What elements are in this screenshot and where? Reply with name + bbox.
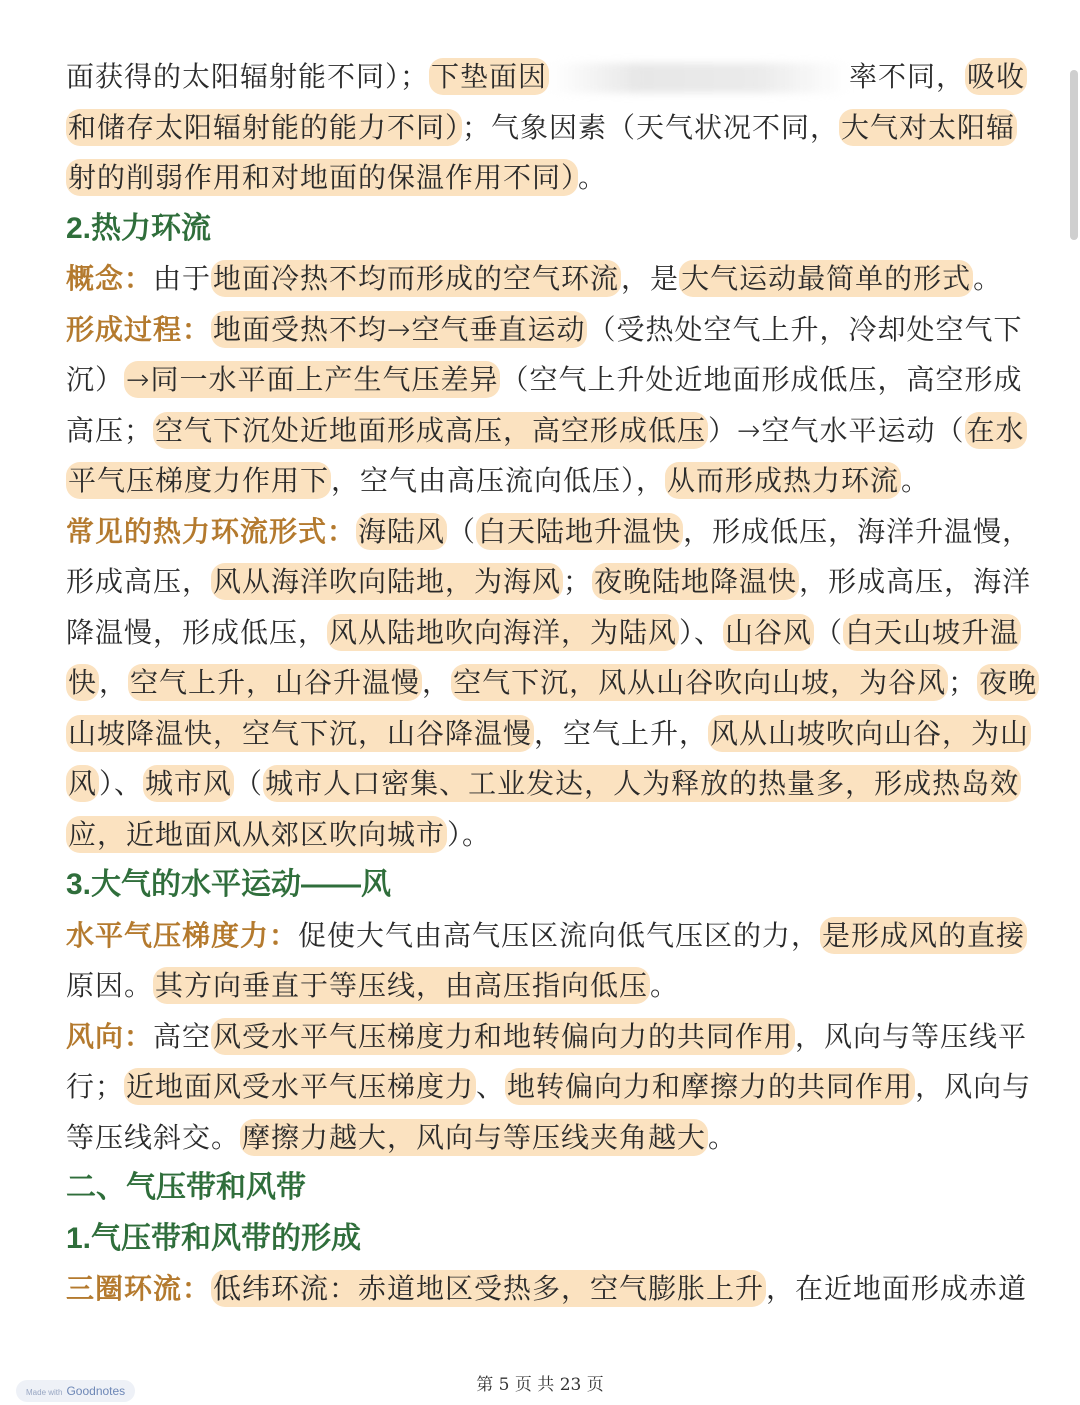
highlight: 射的削弱作用和对地面的保温作用不同） <box>68 161 577 194</box>
process-line <box>66 456 1021 507</box>
highlight: 大气对太阳辐 <box>841 110 1016 144</box>
section-heading-pressure-belts: 二、气压带和风带 <box>66 1171 306 1204</box>
highlight: 地面受热不均→空气垂直运动 <box>213 312 586 346</box>
wind-direction-line <box>66 1113 1021 1164</box>
common-forms-line <box>66 658 1038 709</box>
highlight: 是形成风的直接 <box>822 918 1026 952</box>
text: 。 <box>708 1120 738 1154</box>
text: （ <box>234 767 264 800</box>
highlight: 夜晚 <box>979 666 1038 699</box>
text: 。 <box>578 161 608 194</box>
common-forms-line <box>66 557 1032 608</box>
text: ， <box>99 666 129 699</box>
blurred-region <box>549 63 849 93</box>
section-heading-wind: 3.大气的水平运动——风 <box>66 868 392 901</box>
common-forms-line <box>66 507 1032 558</box>
pressure-gradient-line <box>66 961 1021 1012</box>
process-line <box>66 355 1021 406</box>
text: ，风向与等压线平 <box>795 1019 1028 1053</box>
highlight: 风从陆地吹向海洋，为陆风 <box>329 615 678 649</box>
text: ） <box>708 413 738 447</box>
highlight: 摩擦力越大，风向与等压线夹角越大 <box>242 1120 707 1154</box>
badge-prefix: Made with <box>26 1388 63 1397</box>
three-cell-line <box>66 1264 1028 1315</box>
text: ，空气由高压流向低压）， <box>331 464 666 497</box>
text: 。 <box>973 262 1003 295</box>
highlight: 空气下沉处近地面形成高压，高空形成低压 <box>155 413 707 447</box>
text: ；气象因素（天气状况不同， <box>462 110 840 144</box>
wind-direction-line <box>66 1012 1028 1063</box>
pressure-gradient-line <box>66 911 1026 962</box>
highlight: 空气上升，山谷升温慢 <box>130 666 421 699</box>
highlight: 下垫面因 <box>431 60 548 93</box>
text: 等压线斜交。 <box>66 1120 241 1154</box>
text: ，空气上升， <box>534 716 709 750</box>
process-line <box>66 406 1025 457</box>
text: ； <box>563 565 593 598</box>
text: 形成高压， <box>66 565 212 598</box>
text: 行； <box>66 1070 125 1103</box>
text: ，形成高压，海洋 <box>799 565 1032 598</box>
text: （ <box>447 514 477 548</box>
text: 。 <box>650 969 680 1002</box>
text: ）。 <box>447 817 492 851</box>
text: （空气上升处近地面形成低压，高空形成 <box>500 363 1023 396</box>
text: ， <box>422 666 452 699</box>
highlight: 风从山坡吹向山谷，为山 <box>710 716 1030 750</box>
highlight: 和储存太阳辐射能的能力不同） <box>68 110 461 144</box>
highlight: 风从海洋吹向陆地，为海风 <box>213 565 562 598</box>
term-label: 常见的热力环流形式： <box>66 515 357 547</box>
highlight: 近地面风受水平气压梯度力 <box>126 1070 475 1103</box>
section-heading-belt-formation: 1.气压带和风带的形成 <box>66 1221 362 1255</box>
highlight: 快 <box>68 666 98 699</box>
scrollbar[interactable] <box>1070 70 1078 240</box>
process-line <box>66 305 1021 356</box>
text: ，是 <box>621 262 680 295</box>
text-line <box>66 52 1026 103</box>
highlight: 空气下沉，风从山谷吹向山坡，为谷风 <box>453 666 947 699</box>
badge-brand: Goodnotes <box>66 1384 126 1398</box>
wind-direction-line <box>66 1062 1032 1113</box>
term-label: 概念： <box>66 263 154 294</box>
text: →空气水平运动（ <box>737 413 965 447</box>
common-forms-line <box>66 608 1021 659</box>
highlight: 风 <box>68 767 98 800</box>
highlight: 白天山坡升温 <box>845 615 1020 649</box>
highlight: 城市人口密集、工业发达，人为释放的热量多，形成热岛效 <box>265 767 1020 800</box>
highlight: 其方向垂直于等压线，由高压指向低压 <box>155 969 649 1002</box>
term-label: 形成过程： <box>66 313 212 345</box>
text: 。 <box>901 464 931 497</box>
term-label: 风向： <box>66 1020 154 1052</box>
highlight: 山谷风 <box>725 615 813 649</box>
text: ，风向与 <box>915 1070 1032 1103</box>
highlight: 山坡降温快，空气下沉，山谷降温慢 <box>68 716 533 750</box>
text: 率不同， <box>849 60 966 93</box>
highlight: 平气压梯度力作用下 <box>68 464 330 497</box>
highlight: 应，近地面风从郊区吹向城市 <box>68 817 446 851</box>
highlight: 城市风 <box>145 767 233 800</box>
text: （受热处空气上升，冷却处空气下 <box>587 312 1023 346</box>
section-heading-thermal-circulation: 2.热力环流 <box>66 211 212 245</box>
term-label: 三圈环流： <box>66 1273 212 1304</box>
highlight: →同一水平面上产生气压差异 <box>126 363 499 396</box>
text: 高压； <box>66 413 154 447</box>
highlight: 海陆风 <box>358 514 446 548</box>
highlight: 低纬环流：赤道地区受热多，空气膨胀上升 <box>213 1272 765 1305</box>
highlight: 吸收 <box>967 60 1026 93</box>
highlight: 夜晚陆地降温快 <box>594 565 798 598</box>
text: ）、 <box>679 615 724 649</box>
common-forms-line <box>66 709 1030 760</box>
text-line <box>66 153 1021 204</box>
text-line <box>66 103 1021 154</box>
text: ，形成低压，海洋升温慢， <box>683 514 1032 548</box>
highlight: 风受水平气压梯度力和地转偏向力的共同作用 <box>213 1019 794 1053</box>
text: 、 <box>476 1070 506 1103</box>
text: 促使大气由高气压区流向低气压区的力， <box>298 918 821 952</box>
text: 面获得的太阳辐射能不同）； <box>66 60 430 93</box>
text: 高空 <box>153 1019 212 1053</box>
highlight: 大气运动最简单的形式 <box>681 262 972 295</box>
page-content <box>66 52 1038 1315</box>
page-number: 第 5 页 共 23 页 <box>476 1375 604 1395</box>
text: ）、 <box>99 767 144 800</box>
highlight: 地转偏向力和摩擦力的共同作用 <box>507 1070 914 1103</box>
text: ，在近地面形成赤道 <box>766 1272 1028 1305</box>
term-label: 水平气压梯度力： <box>66 919 299 951</box>
highlight: 白天陆地升温快 <box>478 514 682 548</box>
text: 沉） <box>66 363 125 396</box>
highlight: 从而形成热力环流 <box>667 464 900 497</box>
text: 由于 <box>153 262 212 295</box>
concept-line <box>66 254 1021 305</box>
text: （ <box>814 615 844 649</box>
text: ； <box>948 666 978 699</box>
highlight: 地面冷热不均而形成的空气环流 <box>213 262 620 295</box>
text: 原因。 <box>66 969 154 1002</box>
text: 降温慢，形成低压， <box>66 615 328 649</box>
highlight: 在水 <box>966 413 1025 447</box>
common-forms-line <box>66 759 1021 810</box>
common-forms-line <box>66 810 1021 861</box>
